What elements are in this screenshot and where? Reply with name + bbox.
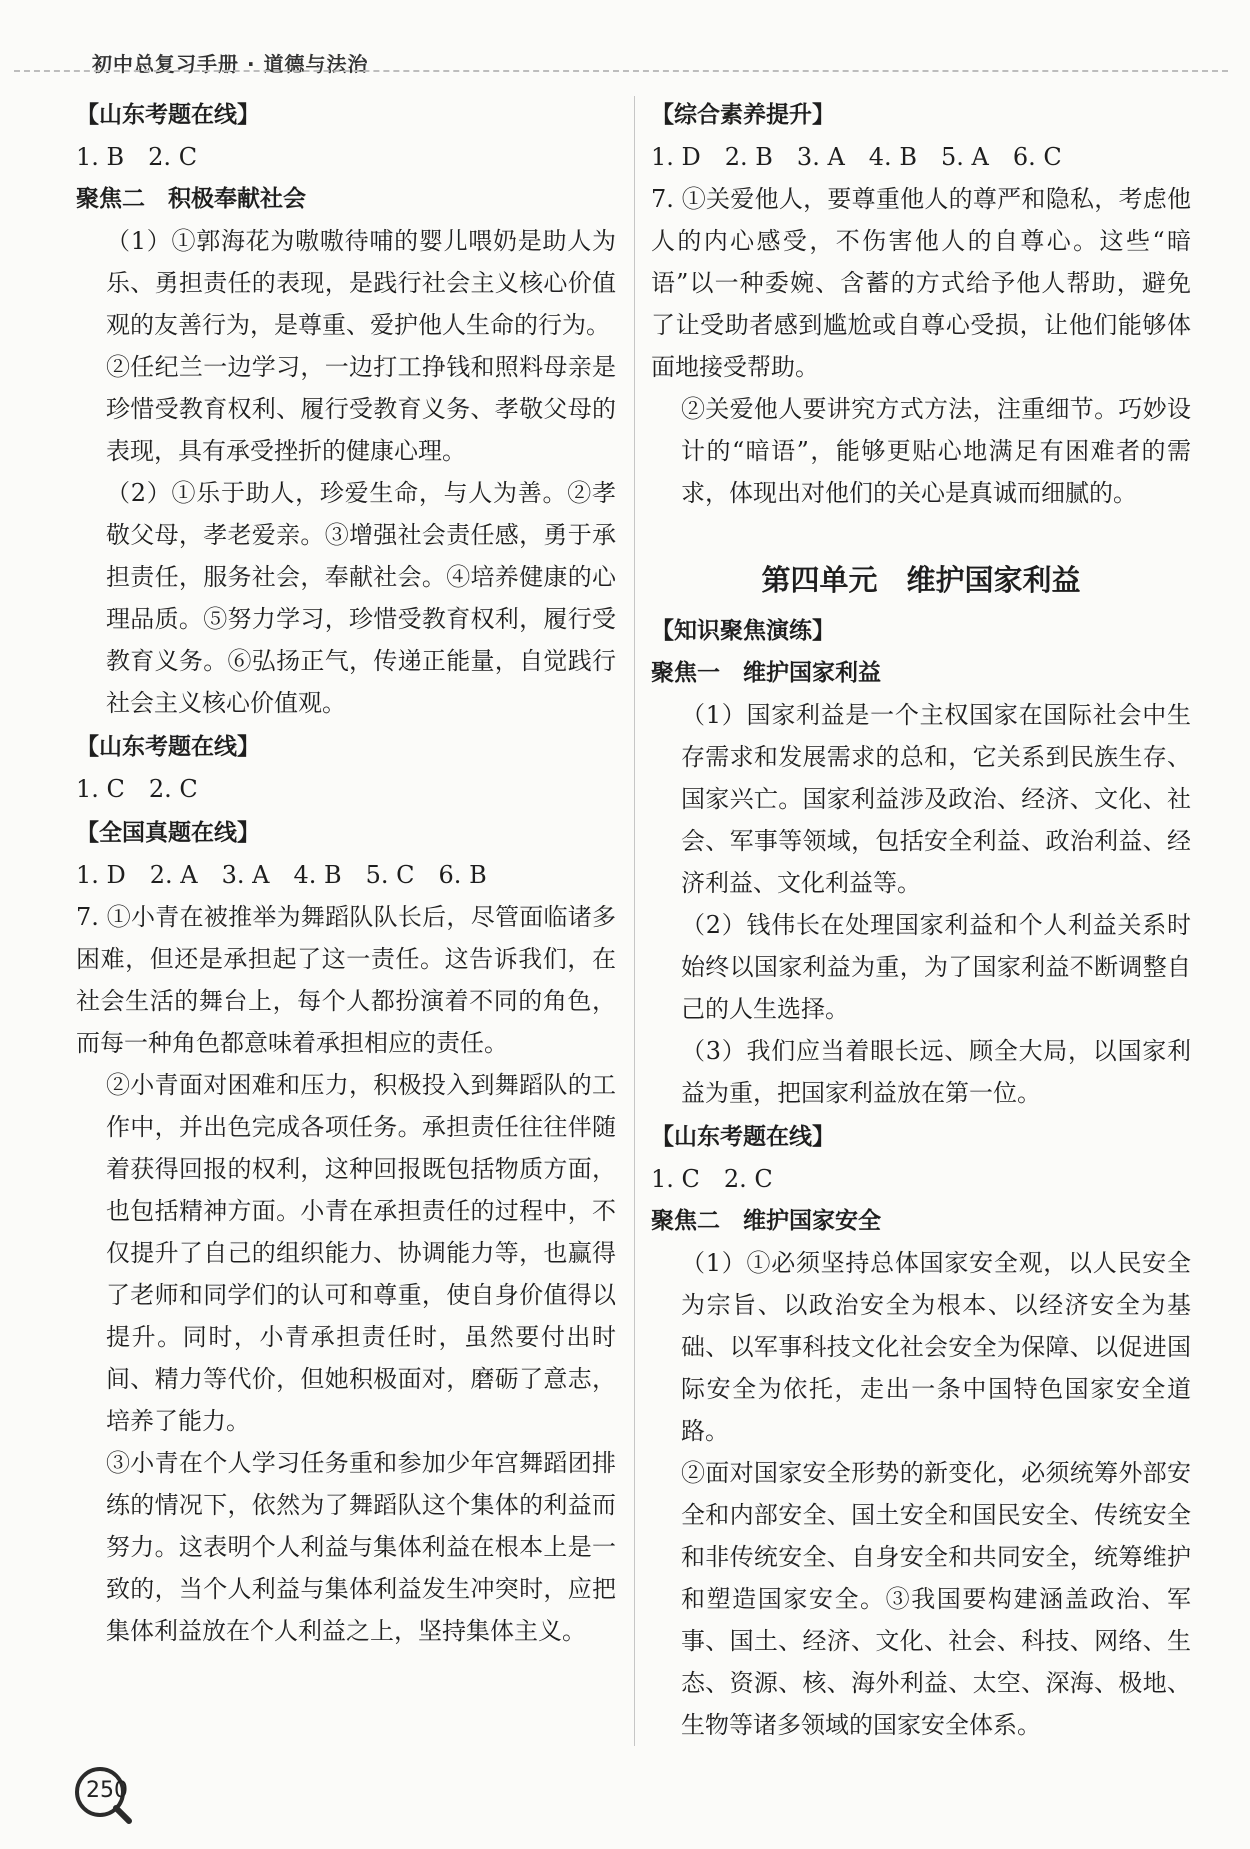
focus-heading: 聚焦二 积极奉献社会 <box>76 186 306 212</box>
answer-paragraph: 7. ①关爱他人，要尊重他人的尊严和隐私，考虑他人的内心感受，不伤害他人的自尊心。这些“暗语”以一种委婉、含蓄的方式给予他人帮助，避免了让受助者感到尴尬或自尊心受损，让他们能够体面地接受帮助。 <box>651 185 1191 381</box>
answer-line: 1. B 2. C <box>76 143 198 171</box>
answer-paragraph: （2）钱伟长在处理国家利益和个人利益关系时始终以国家利益为重，为了国家利益不断调整自己的人生选择。 <box>681 911 1191 1023</box>
answer-paragraph: （3）我们应当着眼长远、顾全大局，以国家利益为重，把国家利益放在第一位。 <box>681 1037 1191 1107</box>
right-column <box>651 92 1191 1746</box>
header-divider <box>14 70 1228 72</box>
focus-heading: 聚焦一 维护国家利益 <box>651 660 881 686</box>
focus-heading: 聚焦二 维护国家安全 <box>651 1208 881 1234</box>
section-heading: 【全国真题在线】 <box>76 820 260 846</box>
answer-paragraph: ②面对国家安全形势的新变化，必须统筹外部安全和内部安全、国土安全和国民安全、传统安全和非传统安全、自身安全和共同安全，统筹维护和塑造国家安全。③我国要构建涵盖政治、军事、国土、经济、文化、社会、科技、网络、生态、资源、核、海外利益、太空、深海、极地、生物等诸多领域的国家安全体系。 <box>681 1459 1191 1739</box>
answer-paragraph: （1）①郭海花为嗷嗷待哺的婴儿喂奶是助人为乐、勇担责任的表现，是践行社会主义核心价值观的友善行为，是尊重、爱护他人生命的行为。 <box>106 227 616 339</box>
answer-line: 1. D 2. A 3. A 4. B 5. C 6. B <box>76 861 487 889</box>
answer-paragraph: ②任纪兰一边学习，一边打工挣钱和照料母亲是珍惜受教育权利、履行受教育义务、孝敬父母的表现，具有承受挫折的健康心理。 <box>106 353 616 465</box>
answer-paragraph: （1）国家利益是一个主权国家在国际社会中生存需求和发展需求的总和，它关系到民族生存、国家兴亡。国家利益涉及政治、经济、文化、社会、军事等领域，包括安全利益、政治利益、经济利益、文化利益等。 <box>681 701 1191 897</box>
left-column <box>76 92 616 1652</box>
answer-paragraph: （1）①必须坚持总体国家安全观，以人民安全为宗旨、以政治安全为根本、以经济安全为基础、以军事科技文化社会安全为保障、以促进国际安全为依托，走出一条中国特色国家安全道路。 <box>681 1249 1191 1445</box>
answer-line: 1. D 2. B 3. A 4. B 5. A 6. C <box>651 143 1062 171</box>
answer-paragraph: ②关爱他人要讲究方式方法，注重细节。巧妙设计的“暗语”，能够更贴心地满足有困难者的需求，体现出对他们的关心是真诚而细腻的。 <box>681 395 1191 507</box>
answer-line: 1. C 2. C <box>651 1165 773 1193</box>
answer-paragraph: 7. ①小青在被推举为舞蹈队队长后，尽管面临诸多困难，但还是承担起了这一责任。这告诉我们，在社会生活的舞台上，每个人都扮演着不同的角色，而每一种角色都意味着承担相应的责任。 <box>76 903 616 1057</box>
answer-paragraph: （2）①乐于助人，珍爱生命，与人为善。②孝敬父母，孝老爱亲。③增强社会责任感，勇于承担责任，服务社会，奉献社会。④培养健康的心理品质。⑤努力学习，珍惜受教育权利，履行受教育义务。⑥弘扬正气，传递正能量，自觉践行社会主义核心价值观。 <box>106 479 616 717</box>
section-heading: 【山东考题在线】 <box>76 102 260 128</box>
column-divider <box>634 96 635 1746</box>
section-heading: 【山东考题在线】 <box>76 734 260 760</box>
page-number: 250 <box>86 1778 128 1803</box>
section-heading: 【知识聚焦演练】 <box>651 618 835 644</box>
section-heading: 【山东考题在线】 <box>651 1124 835 1150</box>
answer-paragraph: ②小青面对困难和压力，积极投入到舞蹈队的工作中，并出色完成各项任务。承担责任往往伴随着获得回报的权利，这种回报既包括物质方面，也包括精神方面。小青在承担责任的过程中，不仅提升了自己的组织能力、协调能力等，也赢得了老师和同学们的认可和尊重，使自身价值得以提升。同时，小青承担责任时，虽然要付出时间、精力等代价，但她积极面对，磨砺了意志，培养了能力。 <box>106 1071 616 1435</box>
answer-line: 1. C 2. C <box>76 775 198 803</box>
answer-paragraph: ③小青在个人学习任务重和参加少年宫舞蹈团排练的情况下，依然为了舞蹈队这个集体的利益而努力。这表明个人利益与集体利益在根本上是一致的，当个人利益与集体利益发生冲突时，应把集体利益放在个人利益之上，坚持集体主义。 <box>106 1449 616 1645</box>
section-heading: 【综合素养提升】 <box>651 102 835 128</box>
unit-title: 第四单元 维护国家利益 <box>761 563 1081 597</box>
running-header: 初中总复习手册 · 道德与法治 <box>92 52 369 76</box>
